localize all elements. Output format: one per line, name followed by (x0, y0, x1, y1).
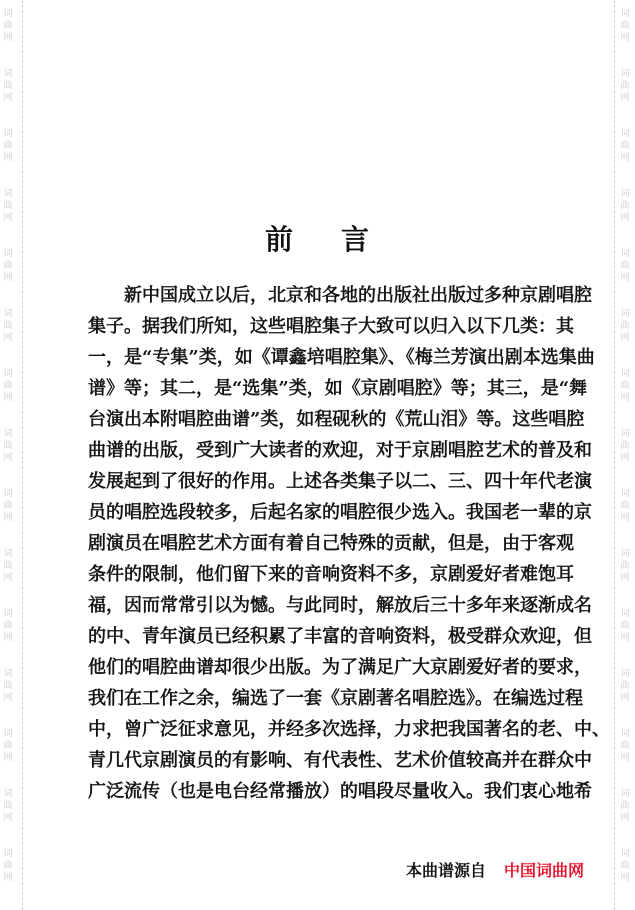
text-line: 中，曾广泛征求意见，并经多次选择，力求把我国著名的老、中、 (88, 719, 610, 740)
watermark-text: 词曲网 (620, 609, 630, 643)
right-margin-rule (614, 0, 615, 910)
text-line: 员的唱腔选段较多，后起名家的唱腔很少选入。我国老一辈的京 (88, 502, 592, 523)
watermark-text: 词曲网 (3, 249, 13, 283)
text-line: 新中国成立以后，北京和各地的出版社出版过多种京剧唱腔 (124, 285, 592, 306)
watermark-text: 词曲网 (3, 789, 13, 823)
watermark-text: 词曲网 (620, 789, 630, 823)
text-line: 广泛流传（也是电台经常播放）的唱段尽量收入。我们衷心地希 (88, 781, 592, 802)
watermark-text: 词曲网 (3, 129, 13, 163)
text-line: 他们的唱腔曲谱却很少出版。为了满足广大京剧爱好者的要求， (88, 657, 592, 678)
watermark-text: 词曲网 (3, 429, 13, 463)
watermark-text: 词曲网 (3, 849, 13, 883)
text-line: 福，因而常常引以为憾。与此同时，解放后三十多年来逐渐成名 (88, 595, 592, 616)
watermark-text: 词曲网 (620, 69, 630, 103)
text-line: 曲谱的出版，受到广大读者的欢迎，对于京剧唱腔艺术的普及和 (88, 440, 592, 461)
preface-body (88, 280, 610, 807)
watermark-text: 词曲网 (620, 489, 630, 523)
site-brand-link[interactable]: 中国词曲网 (504, 861, 585, 880)
watermark-text: 词曲网 (3, 729, 13, 763)
watermark-text: 词曲网 (3, 609, 13, 643)
watermark-text: 词曲网 (620, 189, 630, 223)
watermark-text: 词曲网 (3, 489, 13, 523)
text-line: 台演出本附唱腔曲谱”类，如程砚秋的《荒山泪》等。这些唱腔 (88, 409, 585, 430)
text-line: 集子。据我们所知，这些唱腔集子大致可以归入以下几类：其 (88, 316, 574, 337)
watermark-text: 词曲网 (3, 309, 13, 343)
text-line: 一，是“专集”类，如《谭鑫培唱腔集》、《梅兰芳演出剧本选集曲 (88, 347, 595, 368)
page-title: 前言 (265, 223, 418, 256)
source-footer (406, 858, 584, 881)
source-label: 本曲谱源自 (406, 861, 487, 880)
watermark-text: 词曲网 (620, 249, 630, 283)
watermark-text: 词曲网 (620, 549, 630, 583)
text-line: 的中、青年演员已经积累了丰富的音响资料，极受群众欢迎，但 (88, 626, 592, 647)
left-margin-rule (22, 0, 23, 910)
watermark-text: 词曲网 (3, 189, 13, 223)
text-line: 条件的限制，他们留下来的音响资料不多，京剧爱好者难饱耳 (88, 564, 574, 585)
watermark-text: 词曲网 (3, 69, 13, 103)
watermark-text: 词曲网 (620, 369, 630, 403)
text-line: 剧演员在唱腔艺术方面有着自己特殊的贡献，但是，由于客观 (88, 533, 574, 554)
watermark-text: 词曲网 (620, 849, 630, 883)
watermark-text: 词曲网 (620, 129, 630, 163)
watermark-text: 词曲网 (3, 9, 13, 43)
watermark-text: 词曲网 (3, 669, 13, 703)
text-line: 我们在工作之余，编选了一套《京剧著名唱腔选》。在编选过程 (88, 688, 583, 709)
text-line: 青几代京剧演员的有影响、有代表性、艺术价值较高并在群众中 (88, 750, 592, 771)
text-line: 发展起到了很好的作用。上述各类集子以二、三、四十年代老演 (88, 471, 592, 492)
watermark-text: 词曲网 (620, 429, 630, 463)
watermark-text: 词曲网 (620, 729, 630, 763)
watermark-text: 词曲网 (620, 309, 630, 343)
watermark-text: 词曲网 (3, 549, 13, 583)
watermark-text: 词曲网 (620, 669, 630, 703)
text-line: 谱》等；其二，是“选集”类，如《京剧唱腔》等；其三，是“舞 (88, 378, 588, 399)
watermark-text: 词曲网 (3, 369, 13, 403)
watermark-text: 词曲网 (620, 9, 630, 43)
